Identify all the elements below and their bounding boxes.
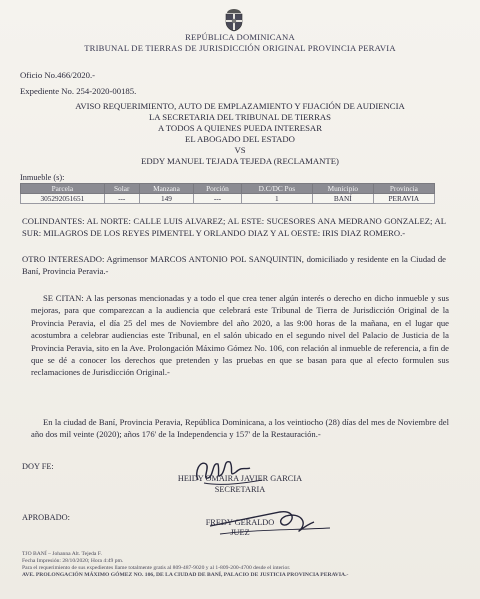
coat-of-arms-icon — [223, 8, 245, 32]
se-citan-paragraph: SE CITAN: A las personas mencionadas y a todo el que crea tener algún interés o derecho en dicho inmueble y sus mejoras, para que comparezcan a la audiencia que celebrará este Tribunal de Tierra de Jurisdicción Original de la Provincia Peravia, el día 25 del mes de Noviembre del año 2020, a las 9:00 horas de la mañana, en el lugar que acostumbra a celebrar audiencias este Tribunal, en el salón ubicado en el segundo nivel del Palacio de Justicia de la Provincia Peravia, sito en la Ave. Prolongación Máximo Gómez No. 106, con relación al inmueble de referencia, a fin de que se dé a conocer los derechos que pretenden y las pruebas en que se basan para que al efecto formulen sus reclamaciones de Jurisdicción Original.- — [31, 293, 449, 378]
column-municipio: Municipio — [312, 184, 373, 194]
aprobado-label: APROBADO: — [22, 513, 70, 522]
cell-municipio: BANÍ — [312, 194, 373, 204]
judge-title: JUEZ — [230, 528, 250, 537]
cell-solar: --- — [104, 194, 139, 204]
footer-phone: Para el requerimiento de sus expedientes llame totalmente gratis al 809-487-9020 y al 1-809-200-4700 desde el interior. — [22, 565, 291, 571]
country-heading: REPÚBLICA DOMINICANA — [185, 32, 295, 42]
footer-address: AVE. PROLONGACIÓN MÁXIMO GÓMEZ NO. 106, DE LA CIUDAD DE BANÍ, PALACIO DE JUSTICIA PROVINCIA PERAVIA.- — [22, 572, 349, 578]
cell-manzana: 149 — [139, 194, 193, 204]
notice-claimant-line: EDDY MANUEL TEJADA TEJEDA (RECLAMANTE) — [141, 156, 339, 166]
footer-print-date: Fecha Impresión: 28/10/2020; Hora 4:49 pm. — [22, 558, 124, 564]
column-provincia: Provincia — [373, 184, 434, 194]
judge-name: FREDY GERALDO — [205, 518, 275, 527]
inmueble-label: Inmueble (s): — [20, 173, 65, 182]
secretary-signature-icon — [190, 450, 280, 490]
property-table-header — [21, 184, 435, 194]
secretary-title: SECRETARIA — [214, 485, 266, 494]
table-row — [21, 194, 435, 204]
column-dc-pos: D.C/DC Pos — [241, 184, 312, 194]
property-table — [20, 183, 435, 204]
footer-author: TJO BANÍ – Johanna Alt. Tejeda F. — [22, 551, 102, 557]
colindantes-paragraph: COLINDANTES: AL NORTE: CALLE LUIS ALVAREZ; AL ESTE: SUCESORES ANA MEDRANO GONZALEZ; AL SUR: MILAGROS DE LOS REYES PIMENTEL Y ORLANDO DIAZ Y AL OESTE: IRIS DIAZ ROMERO.- — [22, 216, 446, 239]
closing-paragraph: En la ciudad de Baní, Provincia Peravia, República Dominicana, a los veintiocho (28) días del mes de Noviembre del año dos mil veinte (2020); años 176' de la Independencia y 157' de la Restauración.- — [31, 417, 449, 440]
secretary-name: HEIDY OMAIRA JAVIER GARCIA — [177, 474, 303, 483]
notice-title: AVISO REQUERIMIENTO, AUTO DE EMPLAZAMIENTO Y FIJACIÓN DE AUDIENCIA — [75, 101, 405, 111]
notice-secretary-line: LA SECRETARIA DEL TRIBUNAL DE TIERRAS — [149, 112, 331, 122]
otro-interesado-paragraph: OTRO INTERESADO: Agrimensor MARCOS ANTONIO POL SANQUINTIN, domiciliado y residente en la Ciudad de Baní, Provincia Peravia.- — [22, 254, 446, 277]
doy-fe-label: DOY FE: — [22, 462, 54, 471]
notice-vs-line: VS — [234, 145, 246, 155]
column-manzana: Manzana — [139, 184, 193, 194]
column-solar: Solar — [104, 184, 139, 194]
column-parcela: Parcela — [21, 184, 105, 194]
cell-parcela: 305292051651 — [21, 194, 105, 204]
cell-provincia: PERAVIA — [373, 194, 434, 204]
court-heading: TRIBUNAL DE TIERRAS DE JURISDICCIÓN ORIGINAL PROVINCIA PERAVIA — [84, 43, 396, 53]
cell-dc-pos: 1 — [241, 194, 312, 204]
notice-recipients-line: A TODOS A QUIENES PUEDA INTERESAR — [157, 123, 323, 133]
column-porcion: Porción — [194, 184, 242, 194]
cell-porcion: --- — [194, 194, 242, 204]
oficio-number: Oficio No.466/2020.- — [20, 70, 96, 80]
expediente-number: Expediente No. 254-2020-00185. — [20, 86, 137, 96]
notice-party-line: EL ABOGADO DEL ESTADO — [185, 134, 295, 144]
